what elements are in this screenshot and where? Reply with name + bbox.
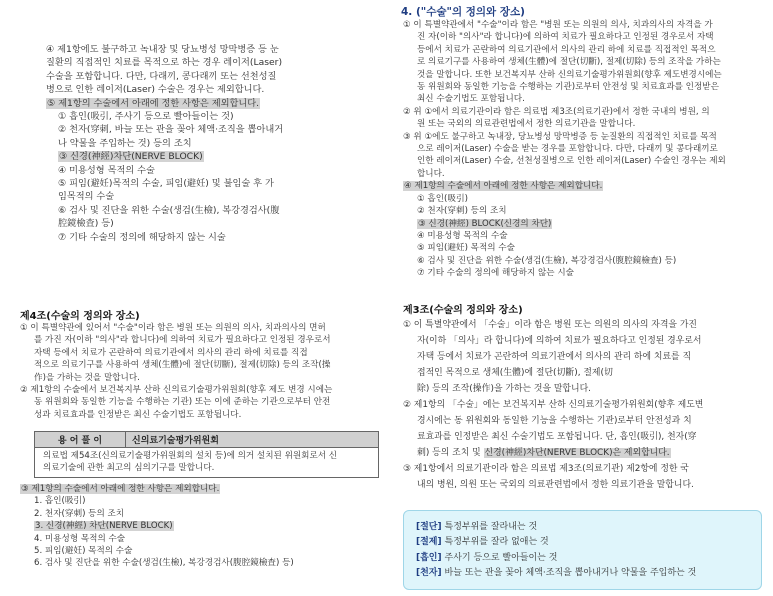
list-item-highlighted: 3. 신경(神經) 차단(NERVE BLOCK) bbox=[35, 521, 173, 532]
text-line: ② 제1항의 수술에서 보건복지부 산하 신의료기술평가위원회(향후 제도 변경 시에는 bbox=[20, 385, 333, 396]
list-item: ⑦ 기타 수술의 정의에 해당하지 않는 시술 bbox=[58, 231, 226, 243]
list-item: ⑤ 피임(避妊) 목적의 수술 bbox=[417, 243, 515, 254]
list-item: ④ 미용성형 목적의 수술 bbox=[58, 164, 155, 176]
list-item: ② 천자(穿刺) 등의 조치 bbox=[417, 206, 507, 217]
term-row bbox=[416, 551, 761, 566]
text-line: 의료법 제54조(신의료기술평가위원회의 설치 등)에 의거 설치된 위원회로서 신 bbox=[43, 451, 338, 461]
glossary-table bbox=[34, 431, 379, 478]
right-definition-block bbox=[403, 19, 726, 280]
list-item: 6. 검사 및 진단을 위한 수술(생검(生檢), 복강경검사(腹腔鏡檢査) 등) bbox=[34, 558, 294, 569]
text-line: 접적인 목적으로 생체(生體)에 절단(切斷), 절제(切 bbox=[417, 368, 613, 378]
text-line: 인한 레이저(Laser) 수술, 선천성질병으로 인한 레이저(Laser) 수술인 경우는 제외 bbox=[417, 156, 726, 167]
list-item: ⑤ 피임(避妊)목적의 수술, 피임(避妊) 및 불임술 후 가 bbox=[58, 178, 274, 190]
text-line: 의료기술에 관한 최고의 심의기구를 말합니다. bbox=[43, 463, 215, 474]
term-label: [흡인] bbox=[416, 552, 442, 563]
text-line: 除) 등의 조작(操作)을 가하는 것을 말합니다. bbox=[417, 384, 591, 394]
text-line: ① 이 특별약관에 있어서 "수술"이라 함은 병원 또는 의원의 의사, 치과의사의 면허 bbox=[20, 323, 326, 333]
glossary-header-term: 용 어 풀 이 bbox=[35, 432, 126, 448]
text-line: 刺) 등의 조치 및 신경(神經)차단(NERVE BLOCK)은 제외합니다. bbox=[417, 448, 670, 458]
term-desc: 바늘 또는 관을 꽂아 체액·조직을 뽑아내거나 약물을 주입하는 것 bbox=[444, 568, 697, 579]
list-item: 4. 미용성형 목적의 수술 bbox=[34, 533, 126, 544]
term-row bbox=[416, 520, 761, 535]
text-line: ③ 제1항에서 의료기관이라 함은 의료법 제3조(의료기관) 제2항에 정한 국 bbox=[403, 464, 689, 474]
list-item: ① 흡인(吸引, 주사기 등으로 빨아들이는 것) bbox=[58, 111, 234, 123]
article-title-right: 제3조(수술의 정의와 장소) bbox=[403, 305, 523, 316]
article-paragraph-1 bbox=[20, 322, 332, 421]
text-line: 병으로 인한 레이저(Laser) 수술은 경우는 제외합니다. bbox=[46, 84, 265, 96]
term-label: [절단] bbox=[416, 522, 442, 532]
term-label: [천자] bbox=[416, 568, 442, 579]
list-item: ⑥ 검사 및 진단을 위한 수술(생검(生檢), 복강경검사(腹 bbox=[58, 204, 280, 216]
text-line: 동 위원회와 동일한 기능을 수행하는 기관) 또는 이에 준하는 기관으로부터 안전 bbox=[34, 397, 331, 408]
list-item-highlighted: ③ 신경(神經)차단(NERVE BLOCK) bbox=[59, 151, 203, 163]
left-bottom-exclusions bbox=[20, 483, 294, 570]
text-line: 를 가진 자(이하 "의사"라 합니다)에 의하여 치료가 필요하다고 인정된 경우로서 bbox=[34, 335, 331, 346]
text-line: ② 위 ①에서 의료기관이라 함은 의료법 제3조(의료기관)에서 정한 국내의 병원, 의 bbox=[403, 106, 710, 117]
text-line: 등에서 치료가 곤란하여 의료기관에서 의사의 관리 하에 치료를 직접적인 목적으 bbox=[417, 44, 716, 55]
text-line: ③ 위 ①에도 불구하고 녹내장, 당뇨병성 망막병증 등 눈질환의 직접적인 치료를 목적 bbox=[403, 131, 717, 142]
exclusion-heading: ⑤ 제1항의 수술에서 아래에 정한 사항은 제외합니다. bbox=[47, 97, 260, 109]
text-line: ① 이 특별약관에서 "수술"이라 함은 "병원 또는 의원의 의사, 치과의사의 자격을 가 bbox=[403, 20, 713, 30]
term-desc: 특정부위를 잘라내는 것 bbox=[444, 522, 538, 532]
text-line: 로 의료기구를 사용하여 생체(生體)에 절단(切斷), 절제(切除) 등의 조작을 가하는 bbox=[417, 57, 721, 68]
list-item: ② 천자(穿刺, 바늘 또는 관을 꽂아 체액·조직을 뽑아내거 bbox=[58, 124, 284, 136]
list-item: 腔鏡檢査) 등) bbox=[58, 218, 114, 230]
term-desc: 주사기 등으로 빨아들이는 것 bbox=[444, 552, 558, 563]
list-item: 나 약물을 주입하는 것) 등의 조치 bbox=[58, 137, 192, 149]
list-item: ⑦ 기타 수술의 정의에 해당하지 않는 시술 bbox=[417, 268, 574, 279]
text-line: 진 자(이하 "의사"라 합니다)에 의하여 치료가 필요하다고 인정된 경우로서 자택 bbox=[417, 32, 714, 43]
article-title: 제4조(수술의 정의와 장소) bbox=[20, 311, 140, 322]
list-item: 임목적의 수술 bbox=[58, 191, 115, 203]
text-line: 최신 수술기법도 포함됩니다. bbox=[417, 94, 525, 105]
text-line: 자택 등에서 치료가 곤란하여 의료기관에서 의사의 관리 하에 치료를 직접 bbox=[34, 347, 308, 358]
list-item: 5. 피임(避妊) 목적의 수술 bbox=[34, 546, 133, 557]
glossary-body bbox=[35, 448, 379, 478]
text-line: 수술을 포함합니다. 다만, 다래끼, 콩다래끼 또는 선천성질 bbox=[46, 70, 277, 82]
left-top-paragraph bbox=[46, 43, 283, 244]
text-line: 원 또는 국외의 의료관련법에서 정한 의료기관을 말합니다. bbox=[417, 119, 636, 130]
text-line: ① 이 특별약관에서 「수술」이라 함은 병원 또는 의원의 의사의 자격을 가진 bbox=[403, 320, 697, 330]
section-title: 4. ("수술"의 정의와 장소) bbox=[401, 6, 525, 18]
text-line: 경시에는 동 위원회와 동일한 기능을 수행하는 기관)로부터 안전성과 치 bbox=[417, 416, 692, 426]
text-line: 내의 병원, 의원 또는 국외의 의료관련법에서 정한 의료기관을 말합니다. bbox=[417, 480, 694, 490]
text-line: 으로 레이저(Laser) 수술을 받는 경우를 포함합니다. 다만, 다래끼 및 콩다래끼로 bbox=[417, 144, 718, 155]
text-line: 동 위원회와 동일한 기능을 수행하는 기관)로부터 안전성 및 치료효과를 인정받은 bbox=[417, 82, 719, 93]
text-line: 자(이하 「의사」라 합니다)에 의하여 치료가 필요하다고 인정된 경우로서 bbox=[417, 336, 702, 346]
text-line: 作)을 가하는 것을 말합니다. bbox=[34, 372, 140, 383]
text-line: 적으로 의료기구를 사용하여 생체(生體)에 절단(切斷), 절제(切除) 등의 조작(操 bbox=[34, 360, 331, 371]
term-row bbox=[416, 566, 761, 581]
list-item: ① 흡인(吸引) bbox=[417, 193, 468, 204]
glossary-header-name: 신의료기술평가위원회 bbox=[126, 432, 379, 448]
list-item-highlighted: ③ 신경(神經) BLOCK(신경의 차단) bbox=[418, 218, 552, 229]
text-line: 합니다. bbox=[417, 168, 445, 179]
term-desc: 특정부위를 잘라 없애는 것 bbox=[444, 537, 549, 548]
list-item: 1. 흡인(吸引) bbox=[34, 496, 86, 507]
term-label: [절제] bbox=[416, 537, 442, 548]
text-line: 자택 등에서 치료가 곤란하여 의료기관에서 의사의 관리 하에 치료를 직 bbox=[417, 352, 692, 362]
text-line: 성과 치료효과를 인정받은 최신 수술기법도 포함됩니다. bbox=[34, 409, 242, 420]
terms-box bbox=[403, 510, 762, 590]
right-article-block bbox=[403, 317, 703, 493]
list-item: 2. 천자(穿刺) 등의 조치 bbox=[34, 508, 125, 519]
list-item: ⑥ 검사 및 진단을 위한 수술(생검(生檢), 복강경검사(腹腔鏡檢査) 등) bbox=[417, 255, 677, 266]
exclusion-heading: ③ 제1항의 수술에서 아래에 정한 사항은 제외합니다. bbox=[21, 484, 220, 494]
text-line: ④ 제1항에도 불구하고 녹내장 및 당뇨병성 망막병증 등 눈 bbox=[46, 44, 279, 55]
text-line: 것을 말합니다. 또한 보건복지부 산하 신의료기술평가위원회(향후 제도변경시에는 bbox=[417, 69, 722, 80]
text-line: ② 제1항의 「수술」에는 보건복지부 산하 신의료기술평가위원회(향후 제도변 bbox=[403, 400, 704, 410]
highlighted-exclusion: 신경(神經)차단(NERVE BLOCK)은 제외합니다. bbox=[484, 448, 670, 458]
text-line: 질환의 직접적인 치료를 목적으로 하는 경우 레이저(Laser) bbox=[46, 57, 283, 69]
list-item: ④ 미용성형 목적의 수술 bbox=[417, 230, 508, 241]
term-row bbox=[416, 535, 761, 550]
text-line: 료효과를 인정받은 최신 수술기법도 포함됩니다. 단, 흡인(吸引), 천자(穿 bbox=[417, 432, 697, 442]
exclusion-heading: ④ 제1항의 수술에서 아래에 정한 사항은 제외합니다. bbox=[404, 181, 603, 192]
